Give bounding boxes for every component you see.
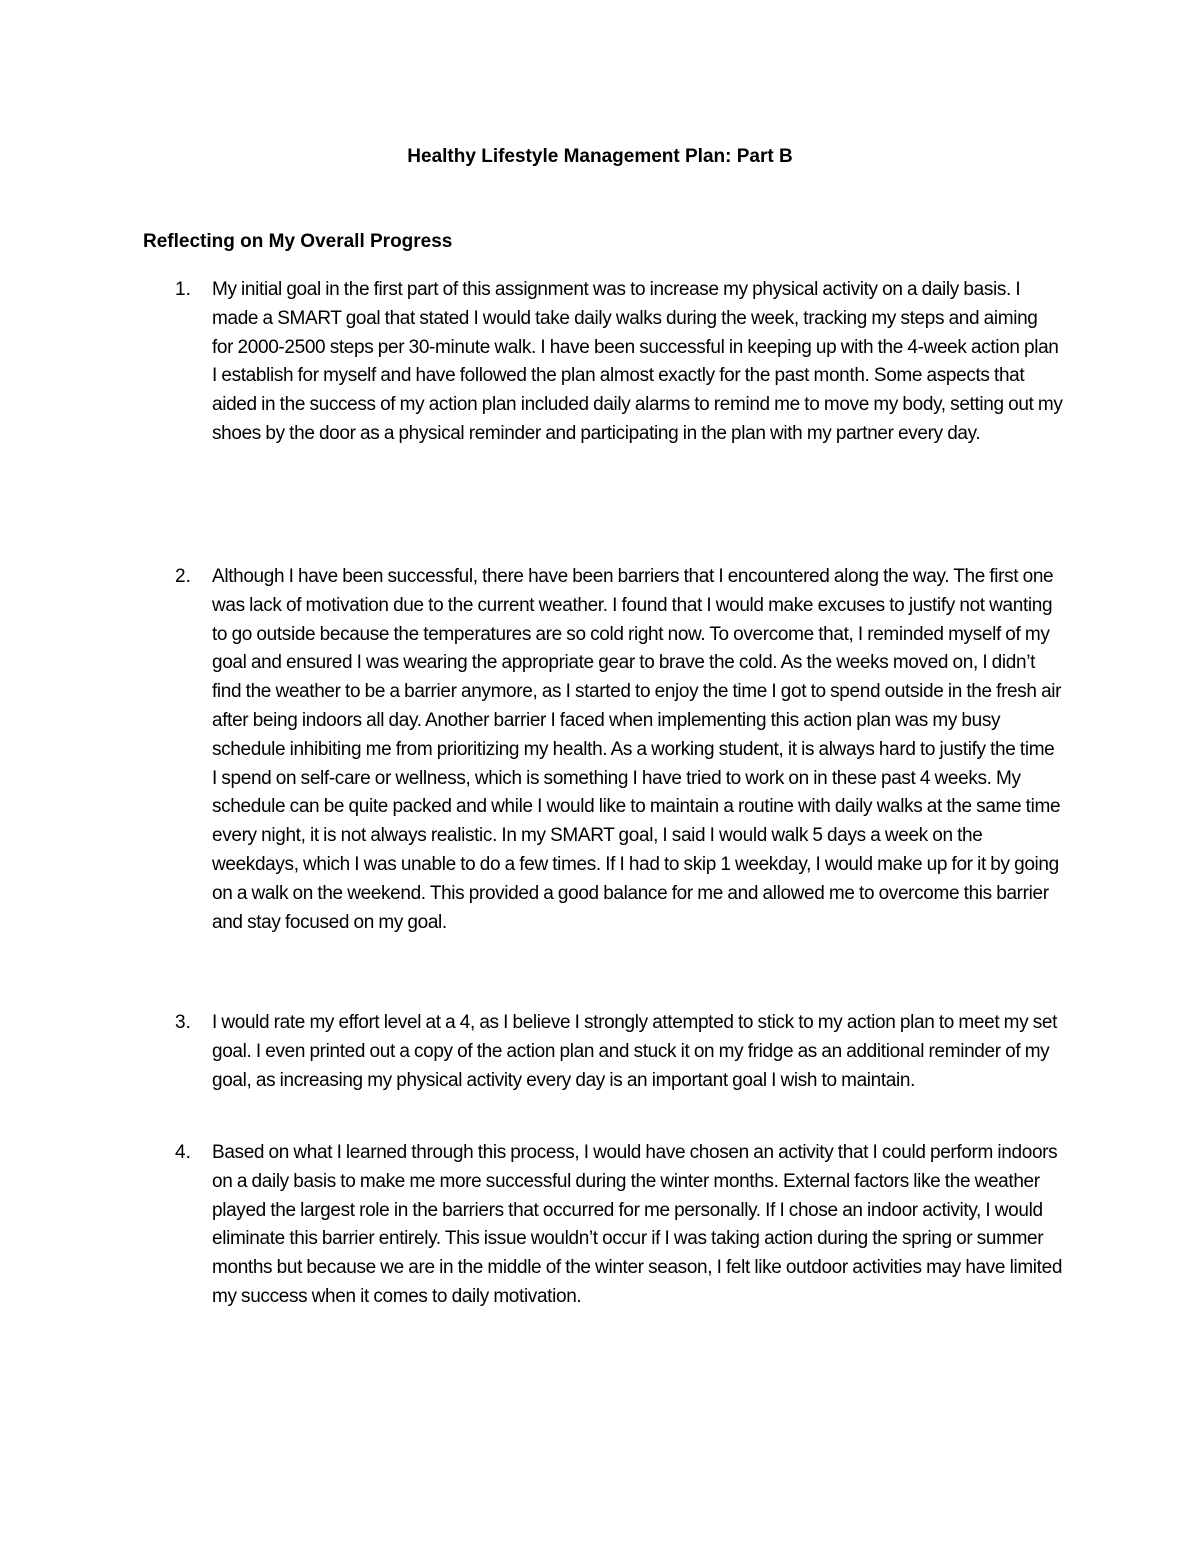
document-title: Healthy Lifestyle Management Plan: Part B: [407, 146, 793, 167]
list-item-number: 4.: [175, 1142, 191, 1163]
list-item: [143, 1139, 1063, 1312]
list-item: [143, 563, 1063, 937]
list-item-number: 1.: [175, 279, 191, 300]
list-item-number: 3.: [175, 1012, 191, 1033]
list-item: [143, 276, 1063, 449]
list-item-text: Based on what I learned through this process, I would have chosen an activity that I could perform indoors on a daily basis to make me more successful during the winter months. External factors like the weather played the largest role in the barriers that occurred for me personally. If I chose an indoor activity, I would eliminate this barrier entirely. This issue wouldn’t occur if I was taking action during the spring or summer months but because we are in the middle of the winter season, I felt like outdoor activities may have limited my success when it comes to daily motivation.: [212, 1142, 1063, 1307]
list-item-text: Although I have been successful, there have been barriers that I encountered along the way. The first one was lack of motivation due to the current weather. I found that I would make excuses to justify not wanting to go outside because the temperatures are so cold right now. To overcome that, I reminded myself of my goal and ensured I was wearing the appropriate gear to brave the cold. As the weeks moved on, I didn’t find the weather to be a barrier anymore, as I started to enjoy the time I got to spend outside in the fresh air after being indoors all day. Another barrier I faced when implementing this action plan was my busy schedule inhibiting me from prioritizing my health. As a working student, it is always hard to justify the time I spend on self-care or wellness, which is something I have tried to work on in these past 4 weeks. My schedule can be quite packed and while I would like to maintain a routine with daily walks at the same time every night, it is not always realistic. In my SMART goal, I said I would walk 5 days a week on the weekdays, which I was unable to do a few times. If I had to skip 1 weekday, I would make up for it by going on a walk on the weekend. This provided a good balance for me and allowed me to overcome this barrier and stay focused on my goal.: [212, 566, 1062, 933]
list-item: [143, 1009, 1063, 1095]
list-item-number: 2.: [175, 566, 191, 587]
list-item-text: My initial goal in the first part of this assignment was to increase my physical activity on a daily basis. I made a SMART goal that stated I would take daily walks during the week, tracking my steps and aiming for 2000-2500 steps per 30-minute walk. I have been successful in keeping up with the 4-week action plan I establish for myself and have followed the plan almost exactly for the past month. Some aspects that aided in the success of my action plan included daily alarms to remind me to move my body, setting out my shoes by the door as a physical reminder and participating in the plan with my partner every day.: [212, 279, 1063, 444]
section-heading: Reflecting on My Overall Progress: [143, 231, 453, 252]
list-item-text: I would rate my effort level at a 4, as I believe I strongly attempted to stick to my action plan to meet my set goal. I even printed out a copy of the action plan and stuck it on my fridge as an additional reminder of my goal, as increasing my physical activity every day is an important goal I wish to maintain.: [212, 1012, 1058, 1091]
